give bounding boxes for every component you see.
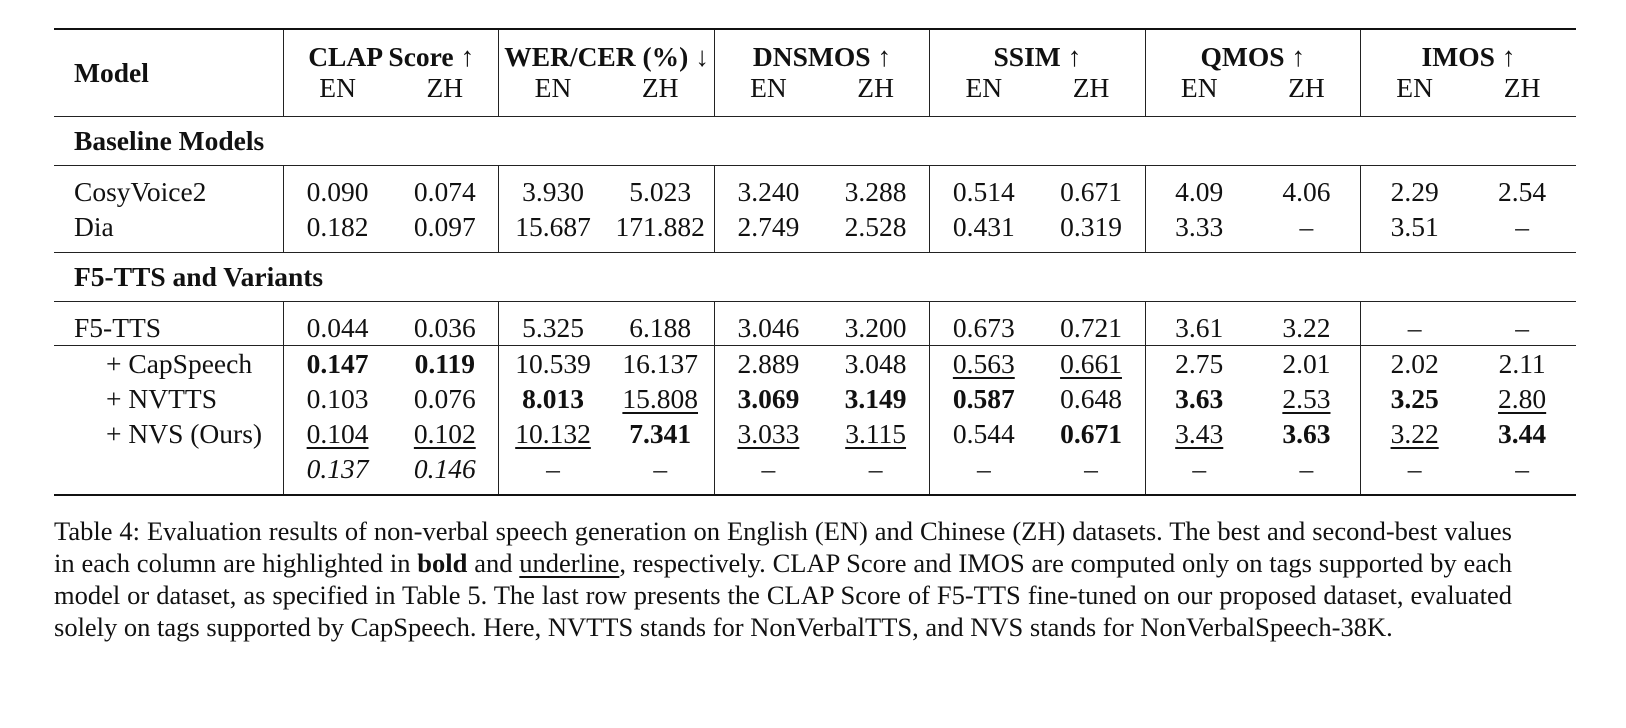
section-row [54, 253, 1576, 302]
metric-header: WER/CER (%) ↓ [499, 29, 714, 70]
value-text: – [1515, 452, 1529, 484]
value-cell [714, 381, 822, 416]
value-cell [1037, 346, 1145, 382]
value-text: 16.137 [622, 347, 699, 379]
value-text: 4.06 [1282, 175, 1331, 207]
model-name-cell: + NVTTS [106, 382, 217, 414]
value-cell [1361, 302, 1469, 346]
value-cell [930, 166, 1038, 210]
value-cell [822, 209, 930, 253]
language-subheader: ZH [1503, 72, 1541, 103]
language-subheader: ZH [426, 72, 464, 103]
value-text: 0.661 [1060, 347, 1122, 379]
value-text: 0.319 [1060, 210, 1122, 242]
value-cell [607, 346, 715, 382]
results-table-body [54, 29, 1576, 495]
value-text: – [761, 452, 776, 484]
value-cell [391, 302, 499, 346]
table-row [54, 346, 1576, 382]
value-text: 0.721 [1060, 311, 1122, 343]
value-text: 3.200 [844, 311, 907, 343]
value-text: 0.104 [306, 417, 369, 449]
value-text: 3.63 [1282, 417, 1331, 449]
value-text: 0.137 [306, 452, 369, 484]
value-text: 2.01 [1282, 347, 1331, 379]
value-cell [822, 302, 930, 346]
value-cell [607, 451, 715, 495]
value-text: 7.341 [629, 417, 692, 449]
value-text: 0.671 [1060, 417, 1122, 449]
model-name-cell: + NVS (Ours) [106, 417, 263, 449]
value-text: – [868, 452, 883, 484]
model-name-cell: CosyVoice2 [54, 166, 284, 210]
value-text: 0.431 [952, 210, 1015, 242]
value-cell [1468, 381, 1576, 416]
value-text: 3.149 [844, 382, 907, 414]
table-row [54, 166, 1576, 210]
value-cell [930, 416, 1038, 451]
value-text: 3.240 [737, 175, 800, 207]
value-cell [1468, 346, 1576, 382]
value-text: – [1515, 311, 1529, 343]
table-row [54, 302, 1576, 346]
value-cell [284, 302, 392, 346]
value-text: – [1407, 452, 1422, 484]
metric-header: QMOS ↑ [1145, 29, 1360, 70]
language-subheader: EN [499, 70, 607, 117]
value-text: 3.61 [1175, 311, 1224, 343]
value-text: 5.023 [629, 175, 692, 207]
model-name-cell: F5-TTS [54, 302, 284, 346]
value-cell [1037, 451, 1145, 495]
value-text: 3.51 [1390, 210, 1439, 242]
model-name-cell: Dia [74, 210, 114, 242]
value-cell [499, 346, 607, 382]
value-cell [714, 166, 822, 210]
value-text: 0.146 [413, 452, 476, 484]
value-cell [822, 381, 930, 416]
value-cell [1253, 166, 1361, 210]
value-text: 6.188 [629, 311, 692, 343]
value-cell [714, 416, 822, 451]
value-text: 10.132 [515, 417, 591, 449]
language-subheader: EN [1145, 70, 1253, 117]
value-text: 2.02 [1390, 347, 1439, 379]
caption-text-2: and [467, 548, 520, 578]
value-cell [1145, 451, 1253, 495]
value-text: 0.103 [306, 382, 369, 414]
value-cell [284, 451, 392, 495]
language-subheader: ZH [1288, 72, 1325, 103]
value-text: 0.544 [952, 417, 1015, 449]
value-cell [1253, 451, 1361, 495]
value-cell [1361, 209, 1469, 253]
value-cell [1361, 416, 1469, 451]
results-table-container [54, 28, 1576, 496]
value-text: – [976, 452, 991, 484]
language-subheader: ZH [857, 72, 894, 103]
value-text: 0.587 [952, 382, 1015, 414]
value-text: 171.882 [615, 210, 705, 242]
value-cell [391, 416, 499, 451]
value-cell [499, 451, 607, 495]
value-cell [1145, 209, 1253, 253]
value-cell [284, 416, 392, 451]
value-text: 8.013 [522, 382, 584, 414]
metric-header: SSIM ↑ [930, 29, 1145, 70]
value-text: 2.749 [737, 210, 800, 242]
value-cell [391, 381, 499, 416]
value-text: – [1515, 210, 1529, 242]
value-cell [1468, 416, 1576, 451]
value-text: 0.044 [306, 311, 369, 343]
model-name-cell: + CapSpeech [54, 346, 284, 382]
section-title: Baseline Models [54, 117, 1576, 166]
value-cell [284, 209, 392, 253]
metric-header: DNSMOS ↑ [714, 29, 929, 70]
model-name-cell [54, 451, 284, 495]
value-cell [1468, 209, 1576, 253]
value-text: 3.046 [737, 311, 800, 343]
value-cell [930, 451, 1038, 495]
language-subheader: EN [284, 70, 392, 117]
value-cell [499, 416, 607, 451]
value-cell [714, 451, 822, 495]
value-text: 15.808 [622, 382, 699, 414]
section-row [54, 117, 1576, 166]
value-cell [1361, 166, 1469, 210]
value-cell [1253, 416, 1361, 451]
model-column-header: Model [54, 29, 284, 117]
caption-underline-word: underline [519, 548, 620, 578]
value-cell [1253, 381, 1361, 416]
value-cell [391, 166, 499, 210]
value-cell [1253, 346, 1361, 382]
value-text: 3.288 [844, 175, 907, 207]
value-text: – [1299, 452, 1314, 484]
value-text: 3.33 [1175, 210, 1224, 242]
value-text: 3.63 [1175, 382, 1224, 414]
value-cell [284, 381, 392, 416]
value-text: – [1084, 452, 1098, 484]
value-text: 3.22 [1390, 417, 1439, 449]
value-text: 0.102 [413, 417, 476, 449]
value-cell [1361, 451, 1469, 495]
value-cell [391, 451, 499, 495]
value-cell [1145, 416, 1253, 451]
value-cell [1468, 302, 1576, 346]
value-text: 3.033 [737, 417, 800, 449]
value-text: 2.29 [1390, 175, 1439, 207]
value-cell [1468, 451, 1576, 495]
value-cell [1037, 381, 1145, 416]
language-subheader: EN [1361, 70, 1469, 117]
value-cell [930, 302, 1038, 346]
value-text: 2.889 [737, 347, 800, 379]
value-text: – [653, 452, 668, 484]
value-cell [1037, 166, 1145, 210]
value-text: 0.074 [413, 175, 476, 207]
value-text: 0.648 [1060, 382, 1122, 414]
value-cell [822, 346, 930, 382]
value-text: 0.673 [952, 311, 1015, 343]
value-cell [1145, 346, 1253, 382]
metric-header: CLAP Score ↑ [284, 29, 499, 70]
table-row [54, 451, 1576, 495]
metric-header: IMOS ↑ [1361, 29, 1576, 70]
value-cell [1468, 166, 1576, 210]
value-text: – [546, 452, 560, 484]
value-cell [284, 166, 392, 210]
language-subheader: ZH [1072, 72, 1110, 103]
value-cell [1145, 302, 1253, 346]
value-cell [822, 451, 930, 495]
value-cell [1361, 381, 1469, 416]
value-cell [391, 346, 499, 382]
value-cell [822, 416, 930, 451]
value-text: 2.80 [1498, 382, 1547, 414]
value-cell [607, 416, 715, 451]
value-text: 3.25 [1390, 382, 1439, 414]
value-text: 0.671 [1060, 175, 1122, 207]
value-text: 2.54 [1498, 175, 1547, 207]
value-cell [1145, 166, 1253, 210]
value-text: 2.11 [1498, 347, 1546, 379]
value-cell [822, 166, 930, 210]
language-subheader: ZH [641, 72, 679, 103]
value-text: 15.687 [515, 210, 591, 242]
value-text: 3.048 [844, 347, 907, 379]
language-subheader: EN [714, 70, 822, 117]
value-cell [607, 302, 715, 346]
value-text: 0.076 [413, 382, 476, 414]
value-cell [607, 166, 715, 210]
value-cell [1037, 416, 1145, 451]
table-row [54, 209, 1576, 253]
value-text: 0.119 [414, 347, 475, 379]
table-row [54, 416, 1576, 451]
value-cell [391, 209, 499, 253]
value-text: 3.930 [522, 175, 584, 207]
caption-text-1: Table 4: Evaluation results of non-verbal speech generation on English (EN) and Chinese (ZH) datasets. The best and second-best values in each column are highlighted in [54, 516, 1512, 578]
value-text: 2.75 [1175, 347, 1224, 379]
value-cell [714, 346, 822, 382]
value-cell [1253, 302, 1361, 346]
value-cell [1037, 302, 1145, 346]
value-cell [930, 209, 1038, 253]
value-cell [714, 302, 822, 346]
value-text: 0.514 [952, 175, 1015, 207]
value-text: 3.069 [737, 382, 800, 414]
value-cell [930, 381, 1038, 416]
section-title: F5-TTS and Variants [54, 253, 1576, 302]
language-subheader: EN [930, 70, 1038, 117]
value-cell [714, 209, 822, 253]
caption-bold-word: bold [417, 548, 468, 578]
results-table [54, 28, 1576, 496]
value-text: 5.325 [522, 311, 584, 343]
value-text: 0.036 [413, 311, 476, 343]
value-text: 4.09 [1175, 175, 1224, 207]
value-cell [499, 209, 607, 253]
value-text: – [1299, 210, 1314, 242]
header-row-metrics [54, 29, 1576, 70]
value-text: 3.22 [1282, 311, 1331, 343]
value-text: 0.090 [306, 175, 369, 207]
table-row [54, 381, 1576, 416]
value-text: 3.44 [1498, 417, 1547, 449]
value-text: – [1407, 311, 1422, 343]
value-text: 3.43 [1175, 417, 1224, 449]
value-text: 0.182 [306, 210, 369, 242]
value-cell [1145, 381, 1253, 416]
value-cell [499, 302, 607, 346]
value-cell [607, 209, 715, 253]
caption-text-3: , respectively. CLAP Score and IMOS are computed only on tags supported by each model or dataset, as specified in Table 5. The last row presents the CLAP Score of F5-TTS fine-tuned on our proposed dataset, evaluated solely on tags supported by CapSpeech. Here, NVTTS stands for NonVerbalTTS, and NVS stands for NonVerbalSpeech-38K. [54, 548, 1512, 642]
value-cell [1361, 346, 1469, 382]
value-cell [284, 346, 392, 382]
value-text: 0.097 [413, 210, 476, 242]
value-text: – [1192, 452, 1207, 484]
value-cell [499, 381, 607, 416]
value-text: 2.528 [844, 210, 907, 242]
value-text: 10.539 [515, 347, 591, 379]
value-text: 0.563 [952, 347, 1015, 379]
value-cell [1037, 209, 1145, 253]
table-caption [54, 515, 1512, 643]
value-cell [1253, 209, 1361, 253]
value-cell [607, 381, 715, 416]
value-text: 0.147 [306, 347, 369, 379]
value-text: 3.115 [845, 417, 907, 449]
value-cell [499, 166, 607, 210]
value-text: 2.53 [1282, 382, 1331, 414]
value-cell [930, 346, 1038, 382]
